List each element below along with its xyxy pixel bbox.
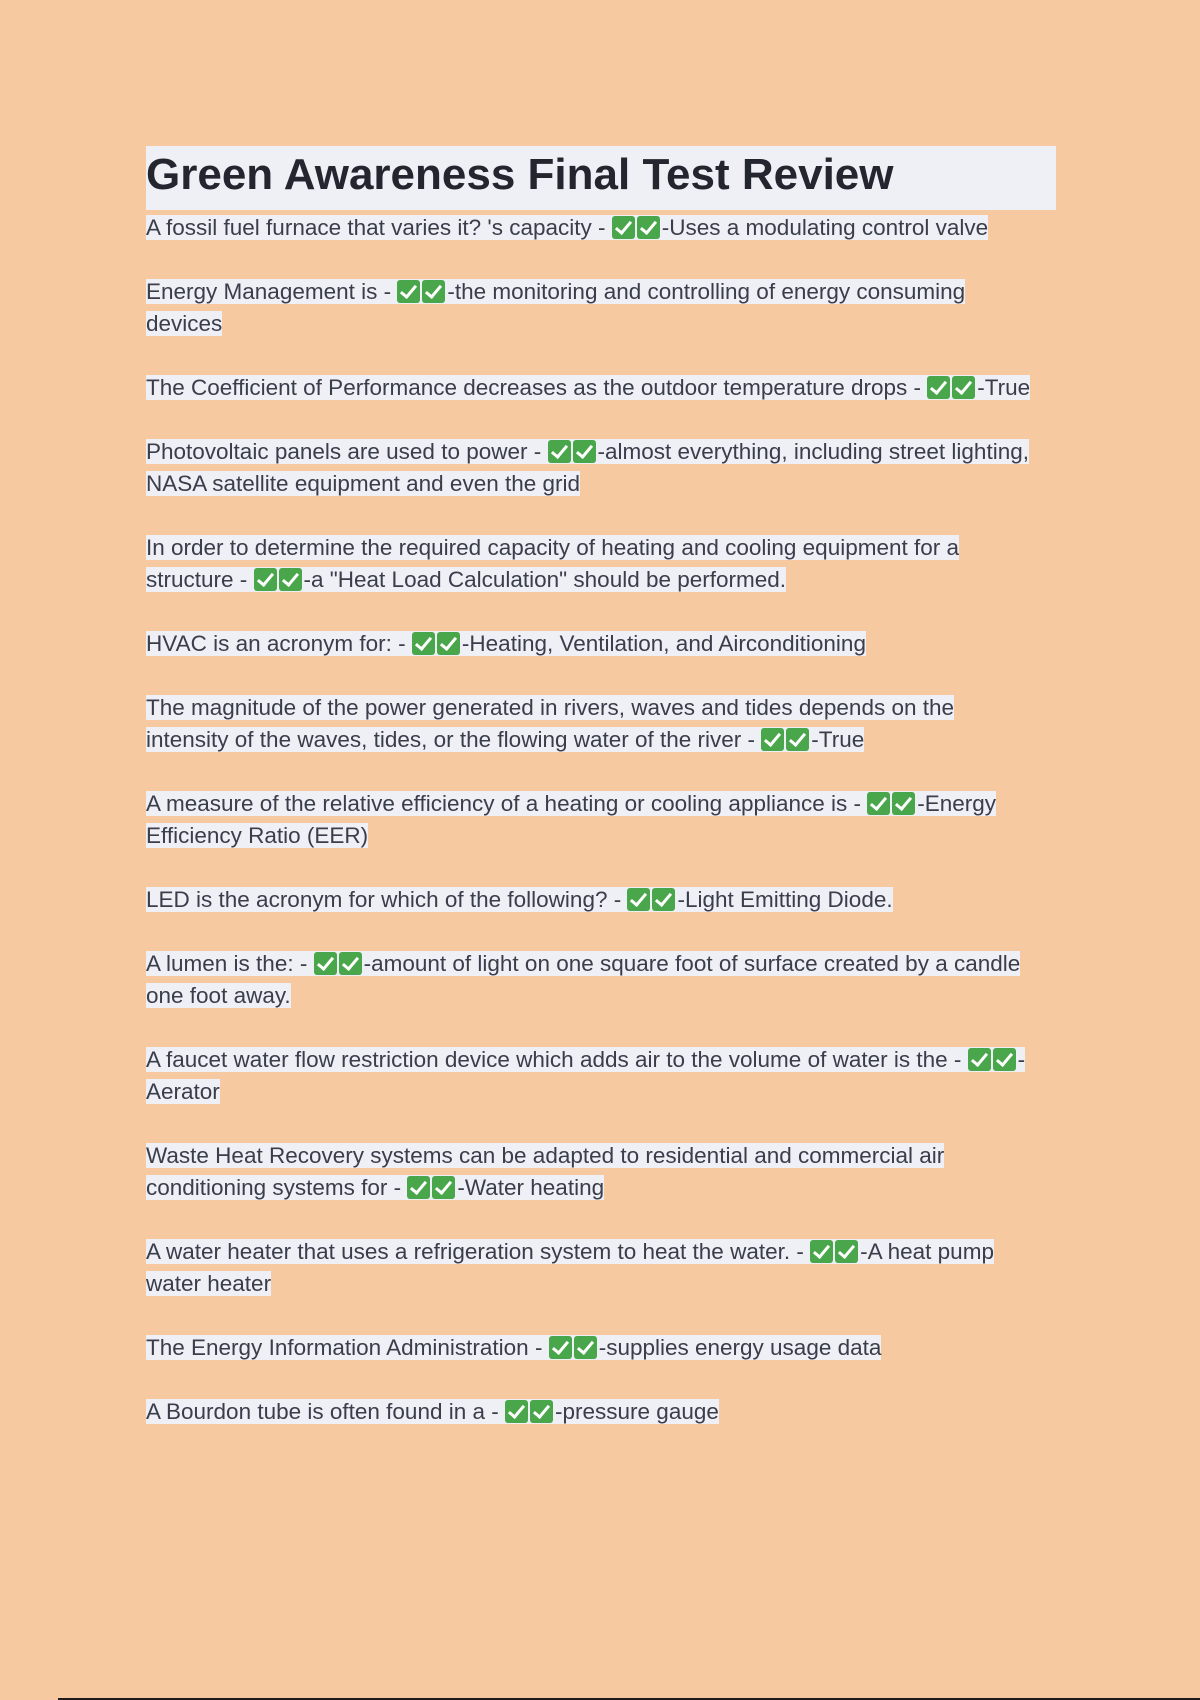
question-text: Energy Management is	[146, 279, 378, 304]
separator: -	[387, 1175, 408, 1200]
check-mark-icon	[968, 1048, 991, 1071]
answer-text: a "Heat Load Calculation" should be performed.	[311, 567, 787, 592]
check-mark-icon	[867, 792, 890, 815]
check-mark-icon	[993, 1048, 1016, 1071]
check-mark-icon	[548, 440, 571, 463]
answer-prefix: -	[598, 1335, 607, 1360]
check-mark-icon	[314, 952, 337, 975]
answer-prefix: -	[457, 1175, 465, 1200]
check-mark-icon	[254, 568, 277, 591]
answer-prefix: -	[363, 951, 372, 976]
qa-highlight	[146, 1047, 1025, 1104]
separator: -	[391, 631, 412, 656]
qa-item	[146, 1044, 1056, 1108]
check-mark-icon	[505, 1400, 528, 1423]
qa-highlight	[146, 1335, 881, 1360]
check-mark-icon	[786, 728, 809, 751]
separator: -	[527, 439, 548, 464]
answer-text: Aerator	[146, 1079, 220, 1104]
answer-text: almost everything, including street lighting, NASA satellite equipment and even the grid	[146, 439, 1029, 496]
check-mark-icon	[652, 888, 675, 911]
answer-prefix: -	[677, 887, 685, 912]
question-text: A measure of the relative efficiency of a heating or cooling appliance is	[146, 791, 848, 816]
check-mark-icon	[279, 568, 302, 591]
check-mark-icon	[412, 632, 435, 655]
separator: -	[528, 1335, 549, 1360]
answer-text: Heating, Ventilation, and Airconditioning	[469, 631, 866, 656]
qa-item	[146, 1332, 1056, 1364]
qa-highlight	[146, 279, 965, 336]
check-mark-icon	[530, 1400, 553, 1423]
check-mark-icon	[892, 792, 915, 815]
check-mark-icon	[549, 1336, 572, 1359]
answer-text: Water heating	[464, 1175, 605, 1200]
check-mark-icon	[835, 1240, 858, 1263]
separator: -	[607, 887, 628, 912]
qa-item	[146, 948, 1056, 1012]
qa-highlight	[146, 439, 1029, 496]
separator: -	[293, 951, 314, 976]
qa-item	[146, 628, 1056, 660]
answer-text: True	[984, 375, 1031, 400]
answer-prefix: -	[661, 215, 670, 240]
answer-prefix: -	[555, 1399, 563, 1424]
qa-list	[146, 212, 1056, 1428]
question-text: A fossil fuel furnace that varies it? 's capacity	[146, 215, 592, 240]
check-mark-icon	[810, 1240, 833, 1263]
check-mark-icon	[627, 888, 650, 911]
qa-highlight	[146, 791, 996, 848]
check-mark-icon	[574, 1336, 597, 1359]
document-page	[146, 146, 1056, 1460]
question-text: The magnitude of the power generated in rivers, waves and tides depends on the intensity of the waves, tides, or the flowing water of the river	[146, 695, 955, 752]
question-text: A Bourdon tube is often found in a	[146, 1399, 486, 1424]
question-text: The Coefficient of Performance decreases as the outdoor temperature drops	[146, 375, 908, 400]
separator: -	[847, 791, 868, 816]
separator: -	[790, 1239, 811, 1264]
answer-text: True	[818, 727, 865, 752]
answer-text: amount of light on one square foot of surface created by a candle one foot away.	[146, 951, 1021, 1008]
check-mark-icon	[573, 440, 596, 463]
qa-highlight	[146, 535, 959, 592]
qa-item	[146, 372, 1056, 404]
answer-prefix: -	[303, 567, 312, 592]
qa-highlight	[146, 1239, 994, 1296]
answer-text: the monitoring and controlling of energy consuming devices	[146, 279, 966, 336]
answer-prefix: -	[447, 279, 455, 304]
question-text: Waste Heat Recovery systems can be adapted to residential and commercial air conditioning systems for	[146, 1143, 945, 1200]
answer-prefix: -	[811, 727, 819, 752]
qa-highlight	[146, 375, 1030, 400]
answer-text: Light Emitting Diode.	[684, 887, 893, 912]
check-mark-icon	[339, 952, 362, 975]
qa-item	[146, 692, 1056, 756]
qa-item	[146, 212, 1056, 244]
qa-item	[146, 276, 1056, 340]
question-text: Photovoltaic panels are used to power	[146, 439, 528, 464]
answer-text: Energy Efficiency Ratio (EER)	[146, 791, 997, 848]
check-mark-icon	[927, 376, 950, 399]
answer-text: supplies energy usage data	[606, 1335, 882, 1360]
qa-highlight	[146, 1399, 719, 1424]
answer-prefix: -	[1017, 1047, 1026, 1072]
check-mark-icon	[612, 216, 635, 239]
check-mark-icon	[952, 376, 975, 399]
answer-text: Uses a modulating control valve	[669, 215, 989, 240]
separator: -	[377, 279, 398, 304]
qa-highlight	[146, 215, 988, 240]
answer-prefix: -	[597, 439, 605, 464]
page-title: Green Awareness Final Test Review	[146, 150, 894, 199]
qa-item	[146, 436, 1056, 500]
separator: -	[485, 1399, 506, 1424]
answer-text: A heat pump water heater	[146, 1239, 994, 1296]
answer-prefix: -	[860, 1239, 868, 1264]
question-text: In order to determine the required capacity of heating and cooling equipment for a structure	[146, 535, 960, 592]
answer-prefix: -	[461, 631, 470, 656]
qa-highlight	[146, 631, 866, 656]
separator: -	[947, 1047, 968, 1072]
qa-item	[146, 1236, 1056, 1300]
check-mark-icon	[422, 280, 445, 303]
qa-item	[146, 788, 1056, 852]
answer-prefix: -	[977, 375, 985, 400]
check-mark-icon	[761, 728, 784, 751]
question-text: HVAC is an acronym for:	[146, 631, 392, 656]
question-text: LED is the acronym for which of the following?	[146, 887, 608, 912]
qa-highlight	[146, 695, 954, 752]
qa-highlight	[146, 951, 1020, 1008]
question-text: A water heater that uses a refrigeration system to heat the water.	[146, 1239, 791, 1264]
separator: -	[233, 567, 254, 592]
question-text: The Energy Information Administration	[146, 1335, 529, 1360]
question-text: A lumen is the:	[146, 951, 294, 976]
qa-item	[146, 532, 1056, 596]
separator: -	[591, 215, 612, 240]
title-band	[146, 146, 1056, 210]
check-mark-icon	[432, 1176, 455, 1199]
qa-item	[146, 884, 1056, 916]
question-text: A faucet water flow restriction device which adds air to the volume of water is the	[146, 1047, 948, 1072]
check-mark-icon	[407, 1176, 430, 1199]
qa-highlight	[146, 887, 893, 912]
qa-item	[146, 1140, 1056, 1204]
qa-item	[146, 1396, 1056, 1428]
answer-prefix: -	[917, 791, 925, 816]
check-mark-icon	[397, 280, 420, 303]
check-mark-icon	[437, 632, 460, 655]
check-mark-icon	[637, 216, 660, 239]
separator: -	[741, 727, 762, 752]
answer-text: pressure gauge	[562, 1399, 719, 1424]
separator: -	[907, 375, 928, 400]
qa-highlight	[146, 1143, 944, 1200]
